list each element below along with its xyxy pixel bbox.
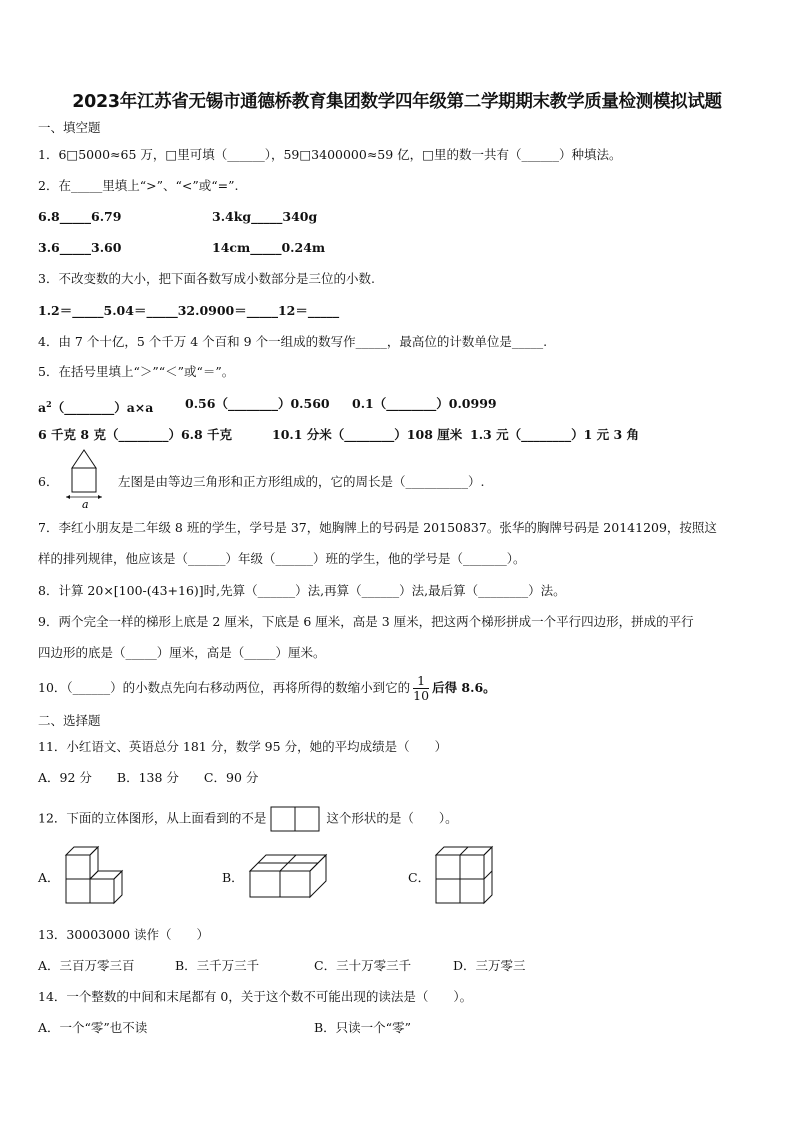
fraction-numerator: 1 (413, 674, 429, 689)
option-12-c-label: C． (408, 870, 431, 885)
question-11-options: A．92 分 B．138 分 C．90 分 (38, 770, 259, 785)
question-5-c: 0.1（________）0.0999 (352, 396, 497, 411)
question-13: 13．30003000 读作（ ） (38, 927, 210, 942)
option-12-b-label: B． (222, 870, 244, 885)
equilateral-triangle-shape (72, 450, 96, 468)
question-2-d: 14cm_____0.24m (212, 240, 326, 255)
q10-text-a: 10．（______）的小数点先向右移动两位，再将所得的数缩小到它的 (38, 680, 411, 695)
option-13-b: B．三千万三千 (175, 958, 260, 973)
question-5-a (38, 396, 153, 416)
cube-stack-c-figure (432, 845, 498, 907)
question-8: 8．计算 20×[100-(43+16)]时,先算（______）法,再算（______）法,最后算（________）法。 (38, 583, 566, 598)
question-11: 11．小红语文、英语总分 181 分，数学 95 分，她的平均成绩是（ ） (38, 739, 448, 754)
square-shape (72, 468, 96, 492)
q10-text-b: 后得 8.6。 (432, 680, 496, 695)
arrow-left-icon (66, 495, 70, 499)
cube-b-left-front (250, 871, 280, 897)
cube-a-upper-front (66, 855, 90, 879)
top-view-cell-left (271, 807, 295, 831)
fraction-denominator: 10 (413, 688, 430, 703)
question-4: 4．由 7 个十亿，5 个千万 4 个百和 9 个一组成的数写作_____，最高位的计数单位是_____. (38, 334, 548, 349)
question-5-e: 10.1 分米（________）108 厘米 (272, 427, 463, 442)
page-title: 2023年江苏省无锡市通德桥教育集团数学四年级第二学期期末教学质量检测模拟试题 (72, 92, 722, 112)
question-3-line: 1.2＝_____5.04＝_____32.0900＝_____12＝_____ (38, 303, 340, 318)
cube-b-right-front (280, 871, 310, 897)
cube-a-right-top (90, 871, 122, 879)
question-9-line-2: 四边形的底是（_____）厘米，高是（_____）厘米。 (38, 645, 326, 660)
question-5: 5．在括号里填上“＞”“＜”或“＝”。 (38, 364, 235, 379)
q5-a-rest: （________）a×a (51, 400, 154, 416)
question-5-d: 6 千克 8 克（________）6.8 千克 (38, 427, 233, 442)
cube-c-front-top-left (436, 855, 460, 879)
option-14-b: B．只读一个“零” (314, 1020, 411, 1035)
cube-stack-a-figure (62, 845, 128, 907)
option-13-c: C．三十万零三千 (314, 958, 412, 973)
question-6-text: 左图是由等边三角形和正方形组成的，它的周长是（__________）. (118, 474, 485, 489)
question-6-number: 6． (38, 474, 59, 489)
question-7-line-1: 7．李红小朋友是二年级 8 班的学生，学号是 37，她胸牌上的号码是 20150837。张华的胸牌号码是 20141209，按照这 (38, 520, 717, 535)
top-view-shape-figure (270, 806, 322, 832)
q12-text-a: 12．下面的立体图形，从上面看到的不是 (38, 810, 267, 826)
question-5-b: 0.56（________）0.560 (185, 396, 330, 411)
fraction-one-tenth (413, 674, 429, 703)
top-view-cell-right (295, 807, 319, 831)
cube-stack-b-figure (248, 853, 332, 901)
question-10 (38, 673, 496, 703)
question-5-f: 1.3 元（________）1 元 3 角 (470, 427, 640, 442)
section-fill-in: 一、填空题 (38, 120, 101, 135)
cube-c-side-divider (484, 871, 492, 879)
option-14-a: A．一个“零”也不读 (38, 1020, 148, 1035)
cube-c-front-top-right (460, 855, 484, 879)
section-choice: 二、选择题 (38, 713, 101, 728)
option-13-d: D．三万零三 (453, 958, 526, 973)
cube-a-right-side (114, 871, 122, 903)
question-1: 1．6□5000≈65 万，□里可填（______），59□3400000≈59 亿，□里的数一共有（______）种填法。 (38, 147, 622, 162)
question-3: 3．不改变数的大小，把下面各数写成小数部分是三位的小数. (38, 271, 375, 286)
cube-c-front-bottom-left (436, 879, 460, 903)
option-13-a: A．三百万零三百 (38, 958, 135, 973)
side-label: a (82, 498, 89, 510)
question-12 (38, 806, 458, 832)
question-7-line-2: 样的排列规律，他应该是（______）年级（______）班的学生，他的学号是（_______）。 (38, 551, 526, 566)
q5-a-base: a (38, 400, 47, 416)
question-2-a: 6.8_____6.79 (38, 209, 122, 224)
triangle-square-figure (62, 446, 110, 510)
arrow-right-icon (98, 495, 102, 499)
q12-text-b: 这个形状的是（ ）。 (326, 810, 458, 826)
question-2: 2．在_____里填上“>”、“<”或“=”. (38, 178, 239, 193)
question-14: 14．一个整数的中间和末尾都有 0，关于这个数不可能出现的读法是（ ）。 (38, 989, 473, 1004)
option-12-a-label: A． (38, 870, 60, 885)
cube-a-upper-side (90, 847, 98, 879)
q5-a-exp: 2 (46, 399, 52, 409)
cube-a-lower-right-front (90, 879, 114, 903)
question-2-c: 3.6_____3.60 (38, 240, 122, 255)
cube-c-top-divider (460, 847, 468, 855)
cube-a-top-face (66, 847, 98, 855)
question-2-b: 3.4kg_____340g (212, 209, 318, 224)
cube-c-front-bottom-right (460, 879, 484, 903)
question-9-line-1: 9．两个完全一样的梯形上底是 2 厘米，下底是 6 厘米，高是 3 厘米，把这两个梯形拼成一个平行四边形，拼成的平行 (38, 614, 694, 629)
cube-b-side-face (310, 855, 326, 897)
cube-a-lower-left-front (66, 879, 90, 903)
